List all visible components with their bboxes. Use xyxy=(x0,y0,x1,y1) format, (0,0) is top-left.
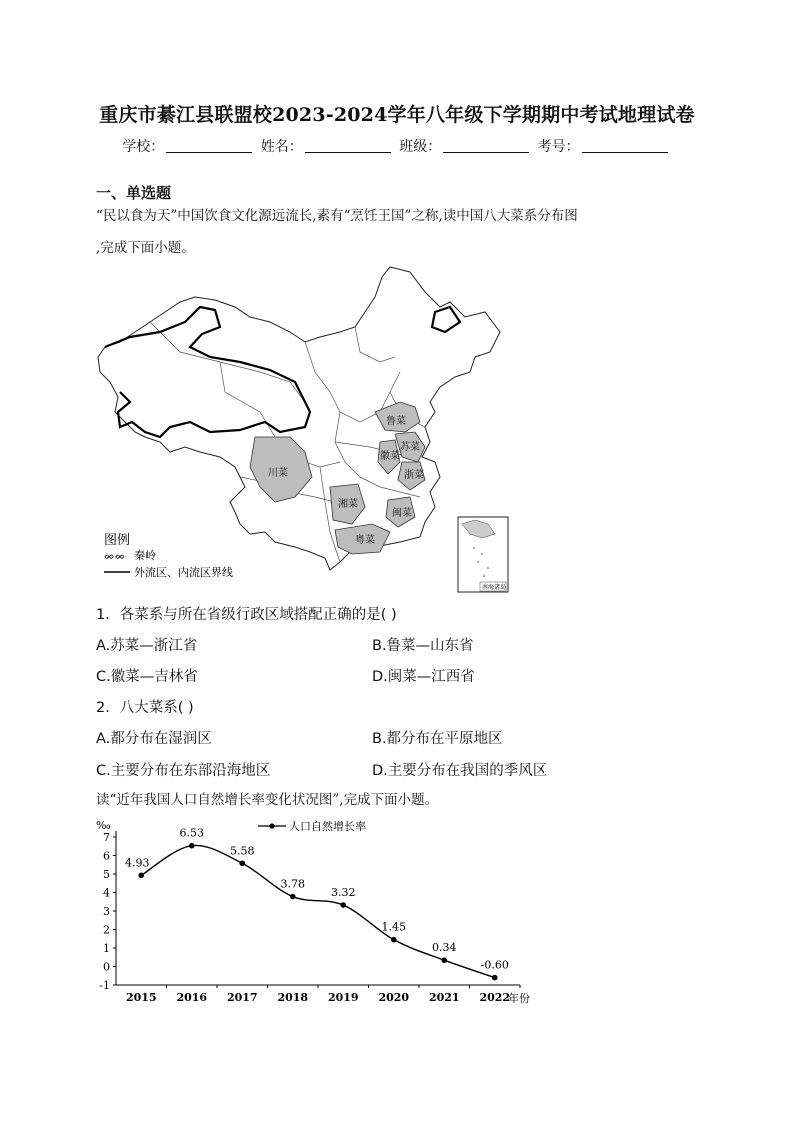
data-label: 3.78 xyxy=(280,877,305,891)
region-label-xiang: 湘菜 xyxy=(338,499,358,510)
legend-title: 图例 xyxy=(104,533,131,548)
data-point xyxy=(290,894,296,900)
population-growth-chart xyxy=(90,815,550,1015)
q1-option-d[interactable]: D.闽菜—江西省 xyxy=(372,669,475,685)
y-tick-label: 4 xyxy=(103,886,110,900)
x-tick-label: 2018 xyxy=(277,991,309,1004)
section-title: 一、单选题 xyxy=(96,184,172,202)
y-tick-label: 6 xyxy=(103,849,110,863)
qinling-symbol: ᨖᨖ xyxy=(104,551,126,562)
data-point xyxy=(189,843,195,849)
data-point xyxy=(239,860,245,866)
q2-option-a[interactable]: A.都分布在湿润区 xyxy=(96,731,212,747)
region-label-yue: 粤菜 xyxy=(355,535,375,546)
y-tick-label: 3 xyxy=(103,905,110,918)
x-tick-label: 2017 xyxy=(226,991,258,1004)
question-2-stem: 2．八大菜系( ) xyxy=(96,700,194,716)
class-blank[interactable] xyxy=(443,138,529,153)
legend-boundary-label: 外流区、内流区界线 xyxy=(134,566,233,579)
exam-number-blank[interactable] xyxy=(582,138,668,153)
data-label: 4.93 xyxy=(125,856,150,870)
data-label: 6.53 xyxy=(179,826,204,840)
exam-number-label: 考号： xyxy=(537,139,580,155)
intro-1-line-1: “民以食为天”中国饮食文化源远流长,素有“烹饪王国”之称,读中国八大菜系分布图 xyxy=(96,208,578,224)
x-tick-label: 2016 xyxy=(176,991,208,1004)
class-label: 班级： xyxy=(399,139,442,155)
student-info-row xyxy=(0,136,794,156)
data-point xyxy=(340,902,346,908)
y-tick-label: 1 xyxy=(103,942,110,955)
region-label-su: 苏菜 xyxy=(400,442,420,453)
data-label: 1.45 xyxy=(381,920,406,934)
region-label-min: 闽菜 xyxy=(392,508,412,519)
page-title: 重庆市綦江县联盟校2023-2024学年八年级下学期期中考试地理试卷 xyxy=(99,104,695,126)
x-tick-label: 2019 xyxy=(327,991,359,1004)
question-1-stem: 1．各菜系与所在省级行政区域搭配正确的是( ) xyxy=(96,607,397,623)
x-tick-label: 2015 xyxy=(125,991,157,1004)
data-point xyxy=(138,872,144,878)
school-blank[interactable] xyxy=(166,138,252,153)
y-tick-label: 5 xyxy=(103,868,110,881)
q1-option-a[interactable]: A.苏菜—浙江省 xyxy=(96,638,198,654)
intro-paragraph-2: 读“近年我国人口自然增长率变化状况图”,完成下面小题。 xyxy=(96,792,439,808)
intro-1-line-2: ,完成下面小题。 xyxy=(96,240,195,256)
school-label: 学校： xyxy=(122,139,165,155)
china-cuisine-map xyxy=(90,262,520,591)
legend-label: 人口自然增长率 xyxy=(289,820,366,833)
data-point xyxy=(492,975,498,981)
q1-option-c[interactable]: C.徽菜—吉林省 xyxy=(96,669,198,685)
name-label: 姓名： xyxy=(260,139,303,155)
legend-qinling-label: 秦岭 xyxy=(134,549,156,562)
x-tick-label: 2022 xyxy=(479,991,511,1004)
data-label: 3.32 xyxy=(331,886,356,900)
name-blank[interactable] xyxy=(305,138,391,153)
q2-option-b[interactable]: B.都分布在平原地区 xyxy=(372,731,503,747)
region-label-chuan: 川菜 xyxy=(268,468,288,479)
y-tick-label: 0 xyxy=(103,960,110,974)
x-tick-label: 2021 xyxy=(428,991,460,1004)
series-line xyxy=(141,845,495,977)
region-label-zhe: 浙菜 xyxy=(404,470,424,481)
legend-marker xyxy=(269,823,274,828)
data-label: -0.60 xyxy=(480,958,509,972)
q2-option-c[interactable]: C.主要分布在东部沿海地区 xyxy=(96,763,271,779)
china-outline xyxy=(98,267,500,570)
data-label: 0.34 xyxy=(432,941,457,955)
data-point xyxy=(391,937,397,943)
x-axis-label: 年份 xyxy=(508,992,530,1005)
y-tick-label: 2 xyxy=(103,923,110,937)
intro-paragraph-1 xyxy=(96,203,706,261)
inset-label: 南海诸岛 xyxy=(482,584,507,591)
region-label-hui: 徽菜 xyxy=(380,451,400,462)
y-axis-unit: ‰ xyxy=(96,819,111,832)
y-tick-label: -1 xyxy=(99,979,110,992)
data-point xyxy=(441,957,447,963)
q2-option-d[interactable]: D.主要分布在我国的季风区 xyxy=(372,763,548,779)
region-label-lu: 鲁菜 xyxy=(386,416,406,427)
data-label: 5.58 xyxy=(230,844,255,858)
x-tick-label: 2020 xyxy=(378,991,410,1004)
q1-option-b[interactable]: B.鲁菜—山东省 xyxy=(372,638,474,654)
y-tick-label: 7 xyxy=(103,831,110,844)
